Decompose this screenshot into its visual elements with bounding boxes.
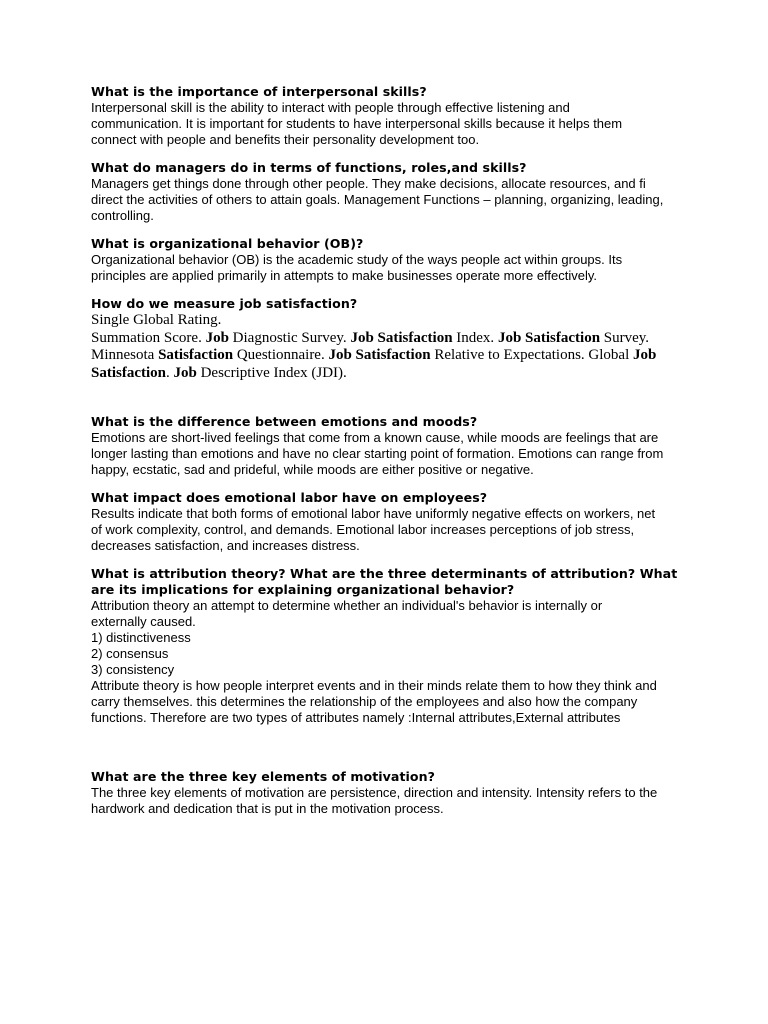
list-item: 3) consistency <box>91 662 175 677</box>
text-run: Index. <box>452 329 498 346</box>
answer-text <box>91 252 691 284</box>
answer-line: functions. Therefore are two types of attributes namely :Internal attributes,External attributes <box>91 710 621 725</box>
text-run: Single Global Rating. <box>91 312 222 328</box>
answer-line: connect with people and benefits their personality development too. <box>91 132 480 147</box>
answer-line: Attribute theory is how people interpret events and in their minds relate them to how they think and <box>91 678 657 693</box>
answer-line: Results indicate that both forms of emotional labor have uniformly negative effects on workers, net <box>91 506 656 521</box>
question-heading: What are the three key elements of motivation? <box>91 769 435 784</box>
answer-line: Managers get things done through other people. They make decisions, allocate resources, and fi <box>91 176 646 191</box>
bold-run: Satisfaction <box>91 364 166 381</box>
bold-run: Job Satisfaction <box>350 329 453 346</box>
qa-section-organizational-behavior <box>91 236 691 284</box>
answer-line: decreases satisfaction, and increases distress. <box>91 538 360 553</box>
answer-line: The three key elements of motivation are persistence, direction and intensity. Intensity refers to the <box>91 785 658 800</box>
answer-line: hardwork and dedication that is put in the motivation process. <box>91 801 444 816</box>
qa-section-attribution-theory <box>91 566 691 726</box>
answer-text <box>91 100 691 148</box>
answer-line: direct the activities of others to attain goals. Management Functions – planning, organizing, leading, <box>91 192 664 207</box>
answer-text <box>91 506 691 554</box>
bold-run: Satisfaction <box>158 347 234 363</box>
document-page <box>91 84 691 817</box>
answer-line: controlling. <box>91 208 154 223</box>
answer-text <box>91 430 691 478</box>
answer-line: carry themselves. this determines the relationship of the employees and also how the company <box>91 694 638 709</box>
text-run: Relative to Expectations. Global <box>430 347 634 363</box>
answer-line <box>91 347 691 365</box>
answer-line: principles are applied primarily in attempts to make businesses operate more effectively. <box>91 268 598 283</box>
question-heading: What impact does emotional labor have on employees? <box>91 490 488 505</box>
text-run: Descriptive Index (JDI). <box>196 364 347 381</box>
answer-line: Organizational behavior (OB) is the academic study of the ways people act within groups. Its <box>91 252 623 267</box>
answer-line: longer lasting than emotions and have no clear starting point of formation. Emotions can range from <box>91 446 664 461</box>
qa-section-emotions-moods <box>91 414 691 478</box>
bold-run: Job Satisfaction <box>328 347 431 363</box>
text-run: Survey. <box>600 329 650 346</box>
question-line: What is attribution theory? What are the three determinants of attribution? What <box>91 566 678 581</box>
answer-line: happy, ecstatic, sad and prideful, while moods are either positive or negative. <box>91 462 534 477</box>
answer-line: Attribution theory an attempt to determine whether an individual's behavior is internally or <box>91 598 603 613</box>
question-heading: How do we measure job satisfaction? <box>91 296 358 311</box>
text-run: Summation Score. <box>91 329 206 346</box>
question-heading: What is the importance of interpersonal skills? <box>91 84 427 99</box>
bold-run: Job Satisfaction <box>497 329 601 346</box>
answer-line: Emotions are short-lived feelings that come from a known cause, while moods are feelings that are <box>91 430 659 445</box>
question-heading <box>91 566 691 598</box>
list-item: 1) distinctiveness <box>91 630 191 645</box>
answer-line <box>91 312 691 330</box>
answer-text <box>91 598 691 726</box>
question-heading: What is the difference between emotions and moods? <box>91 414 478 429</box>
bold-run: Job <box>173 364 197 381</box>
qa-section-job-satisfaction <box>91 296 691 382</box>
answer-line: externally caused. <box>91 614 196 629</box>
question-line: are its implications for explaining organizational behavior? <box>91 582 515 597</box>
qa-section-interpersonal-skills <box>91 84 691 148</box>
bold-run: Job <box>633 347 657 363</box>
list-item: 2) consensus <box>91 646 169 661</box>
question-heading: What is organizational behavior (OB)? <box>91 236 364 251</box>
answer-line: of work complexity, control, and demands. Emotional labor increases perceptions of job stress, <box>91 522 635 537</box>
answer-line: communication. It is important for students to have interpersonal skills because it helps them <box>91 116 623 131</box>
answer-line <box>91 330 691 348</box>
qa-section-emotional-labor <box>91 490 691 554</box>
answer-text <box>91 785 691 817</box>
bold-run: Job <box>205 329 229 346</box>
text-run: Questionnaire. <box>233 347 329 363</box>
text-run: . <box>166 364 174 381</box>
question-heading: What do managers do in terms of functions, roles,and skills? <box>91 160 527 175</box>
answer-text <box>91 312 691 382</box>
text-run: Diagnostic Survey. <box>228 329 351 346</box>
answer-text <box>91 176 691 224</box>
answer-line: Interpersonal skill is the ability to interact with people through effective listening and <box>91 100 570 115</box>
answer-line <box>91 365 691 383</box>
text-run: Minnesota <box>91 347 159 363</box>
qa-section-managers <box>91 160 691 224</box>
qa-section-motivation <box>91 769 691 817</box>
